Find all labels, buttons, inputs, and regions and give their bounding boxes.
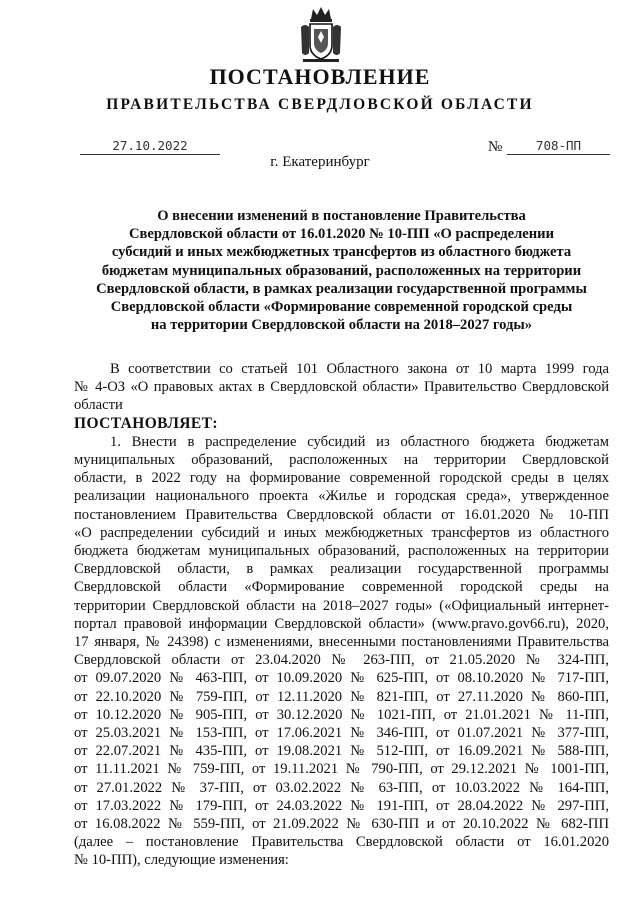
resolves-label: ПОСТАНОВЛЯЕТ: bbox=[74, 414, 218, 432]
item-1 bbox=[74, 433, 609, 870]
item-line: портал правовой информации Свердловской области» (www.pravo.gov66.ru), 2020, bbox=[74, 615, 609, 632]
item-line: «О распределении субсидий и иных межбюджетных трансфертов из областного bbox=[74, 524, 609, 541]
document-subtitle: ПРАВИТЕЛЬСТВА СВЕРДЛОВСКОЙ ОБЛАСТИ bbox=[106, 96, 534, 113]
heading-line: Свердловской области от 16.01.2020 № 10-ПП «О распределении bbox=[129, 226, 554, 243]
heading-line: субсидий и иных межбюджетных трансфертов из областного бюджета bbox=[111, 244, 572, 261]
preamble-line: области bbox=[74, 397, 123, 414]
item-line: реализации национального проекта «Жилье и городская среда», утвержденное bbox=[74, 488, 609, 505]
item-line: Свердловской области от 23.04.2020 № 263-ПП, от 21.05.2020 № 324-ПП, bbox=[74, 652, 609, 669]
item-line: от 10.12.2020 № 905-ПП, от 30.12.2020 № 1021-ПП, от 21.01.2021 № 11-ПП, bbox=[74, 706, 609, 723]
heading-line: на территории Свердловской области на 2018–2027 годы» bbox=[150, 317, 533, 334]
item-line: от 22.10.2020 № 759-ПП, от 12.11.2020 № 821-ПП, от 27.11.2020 № 860-ПП, bbox=[74, 688, 609, 705]
item-line: постановлением Правительства Свердловской области от 16.01.2020 № 10-ПП bbox=[74, 506, 609, 523]
item-line: от 27.01.2022 № 37-ПП, от 03.02.2022 № 63-ПП, от 10.03.2022 № 164-ПП, bbox=[74, 779, 609, 796]
heading-line: Свердловской области, в рамках реализации государственной программы bbox=[96, 280, 587, 297]
document-city: г. Екатеринбург bbox=[270, 154, 370, 170]
item-line: Свердловской области «Формирование современной городской среды на bbox=[74, 579, 609, 596]
item-line: 1. Внести в распределение субсидий из областного бюджета бюджетам bbox=[110, 433, 609, 450]
item-line: (далее – постановление Правительства Свердловской области от 16.01.2020 bbox=[74, 834, 609, 851]
item-line: бюджета бюджетам муниципальных образований, расположенных на территории bbox=[74, 543, 609, 560]
item-line: Свердловской области, в рамках реализации государственной программы bbox=[74, 561, 609, 578]
document-number: 708-ПП bbox=[507, 138, 610, 155]
document-date: 27.10.2022 bbox=[80, 138, 220, 155]
heading-line: Свердловской области «Формирование современной городской среды bbox=[110, 299, 573, 316]
item-line: от 16.08.2022 № 559-ПП, от 21.09.2022 № 630-ПП и от 20.10.2022 № 682-ПП bbox=[74, 816, 609, 833]
heading-line: О внесении изменений в постановление Правительства bbox=[157, 208, 526, 224]
preamble bbox=[74, 360, 609, 415]
preamble-line: № 4-ОЗ «О правовых актах в Свердловской области» Правительство Свердловской bbox=[74, 379, 609, 396]
document-title: ПОСТАНОВЛЕНИЕ bbox=[209, 64, 431, 89]
item-line: от 25.03.2021 № 153-ПП, от 17.06.2021 № 346-ПП, от 01.07.2021 № 377-ПП, bbox=[74, 725, 609, 742]
heading-line: бюджетам муниципальных образований, расположенных на территории bbox=[101, 262, 582, 279]
number-label: № bbox=[488, 139, 503, 155]
item-line: от 11.11.2021 № 759-ПП, от 19.11.2021 № 790-ПП, от 29.12.2021 № 1001-ПП, bbox=[74, 761, 609, 778]
preamble-line: В соответствии со статьей 101 Областного закона от 10 марта 1999 года bbox=[110, 361, 609, 377]
item-line: от 17.03.2022 № 179-ПП, от 24.03.2022 № 191-ПП, от 28.04.2022 № 297-ПП, bbox=[74, 797, 609, 814]
item-line: 17 января, № 24398) с изменениями, внесенными постановлениями Правительства bbox=[74, 634, 609, 651]
document-body bbox=[74, 360, 609, 870]
item-line: № 10-ПП), следующие изменения: bbox=[74, 852, 289, 869]
resolution-heading bbox=[74, 207, 609, 334]
item-line: от 09.07.2020 № 463-ПП, от 10.09.2020 № 625-ПП, от 08.10.2020 № 717-ПП, bbox=[74, 670, 609, 687]
item-line: от 22.07.2021 № 435-ПП, от 19.08.2021 № 512-ПП, от 16.09.2021 № 588-ПП, bbox=[74, 743, 609, 760]
item-line: области, в 2022 году на формирование современной городской среды в целях bbox=[74, 470, 609, 487]
item-line: территории Свердловской области на 2018–2027 годы» («Официальный интернет- bbox=[74, 597, 609, 614]
sverdlovsk-coat-of-arms-icon bbox=[299, 5, 343, 65]
item-line: муниципальных образований, расположенных на территории Свердловской bbox=[74, 452, 609, 469]
